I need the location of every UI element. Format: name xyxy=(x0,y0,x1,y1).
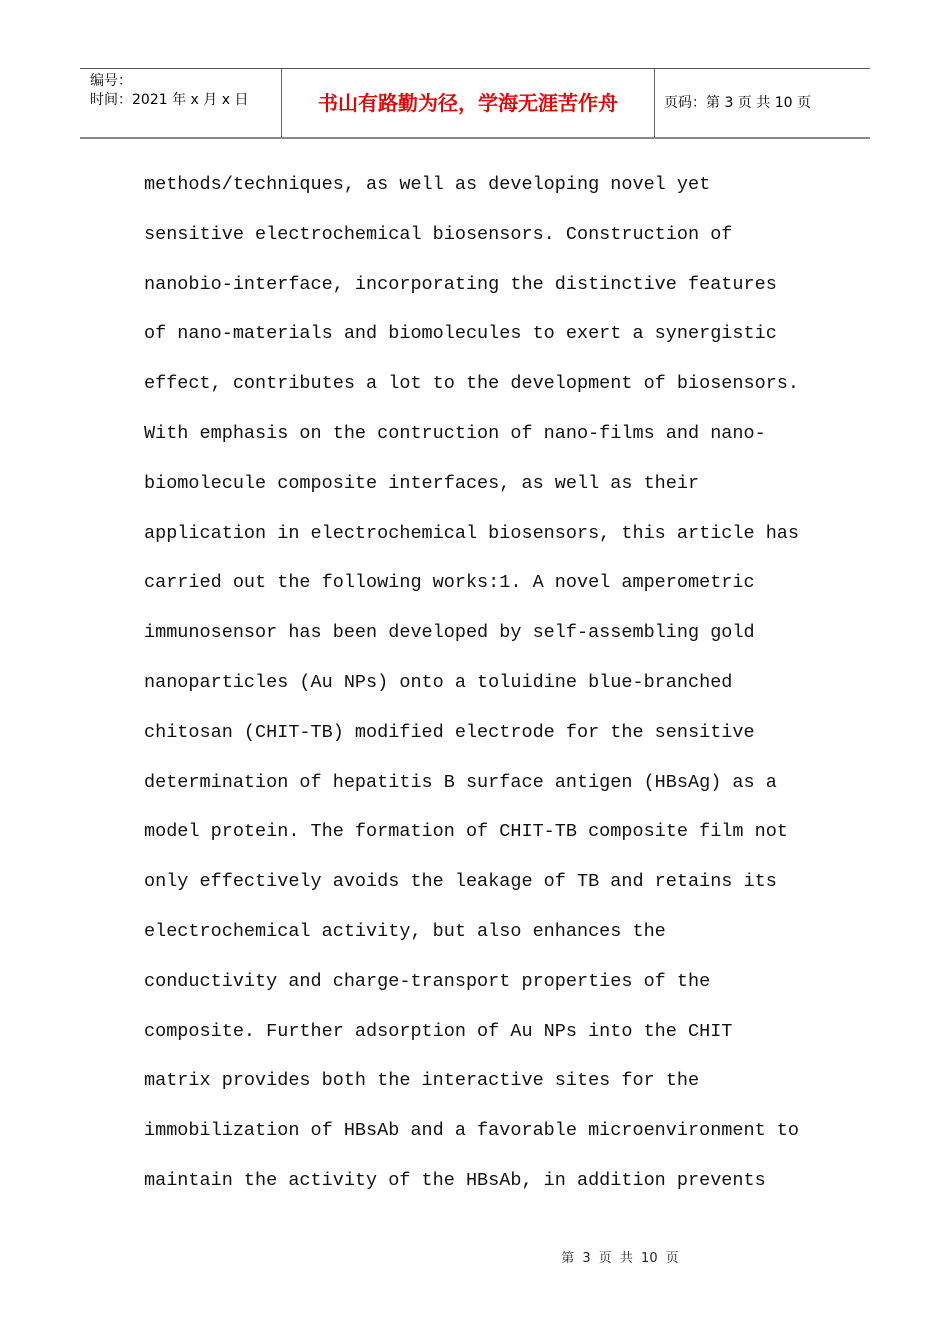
document-body xyxy=(144,170,799,1216)
body-text-line: maintain the activity of the HBsAb, in addition prevents xyxy=(144,1169,766,1191)
body-text-line: carried out the following works:1. A novel amperometric xyxy=(144,572,755,594)
body-text-line: With emphasis on the contruction of nano-films and nano- xyxy=(144,422,766,444)
header-motto: 书山有路勤为径，学海无涯苦作舟 xyxy=(281,69,655,137)
body-text-line: conductivity and charge-transport properties of the xyxy=(144,970,711,992)
number-label: 编号： xyxy=(90,73,132,89)
body-text-line: application in electrochemical biosensors, this article has xyxy=(144,522,800,544)
body-text-line: chitosan (CHIT-TB) modified electrode for the sensitive xyxy=(144,721,755,743)
body-text-line: sensitive electrochemical biosensors. Construction of xyxy=(144,223,733,245)
header-page-info: 页码：第 3 页 共 10 页 xyxy=(664,95,811,111)
page-footer: 第 3 页 共 10 页 xyxy=(561,1251,679,1266)
body-text-line: nanobio-interface, incorporating the distinctive features xyxy=(144,273,777,295)
body-text-line: of nano-materials and biomolecules to exert a synergistic xyxy=(144,323,777,345)
body-text-line: only effectively avoids the leakage of TB and retains its xyxy=(144,871,777,893)
body-text-line: immunosensor has been developed by self-assembling gold xyxy=(144,622,755,644)
time-label: 时间：2021 年 x 月 x 日 xyxy=(90,92,249,108)
body-text-line: effect, contributes a lot to the development of biosensors. xyxy=(144,373,800,395)
body-text-line: matrix provides both the interactive sites for the xyxy=(144,1070,700,1092)
body-text-line: biomolecule composite interfaces, as well as their xyxy=(144,472,700,494)
body-text-line: methods/techniques, as well as developing novel yet xyxy=(144,174,711,195)
header-meta xyxy=(80,69,281,137)
body-text-line: composite. Further adsorption of Au NPs into the CHIT xyxy=(144,1020,733,1042)
page-header xyxy=(80,68,870,139)
body-text-line: immobilization of HBsAb and a favorable microenvironment to xyxy=(144,1120,800,1142)
body-text-line: model protein. The formation of CHIT-TB composite film not xyxy=(144,821,788,843)
body-text-line: electrochemical activity, but also enhances the xyxy=(144,920,666,942)
body-text-line: nanoparticles (Au NPs) onto a toluidine blue-branched xyxy=(144,671,733,693)
body-text-line: determination of hepatitis B surface antigen (HBsAg) as a xyxy=(144,771,777,793)
